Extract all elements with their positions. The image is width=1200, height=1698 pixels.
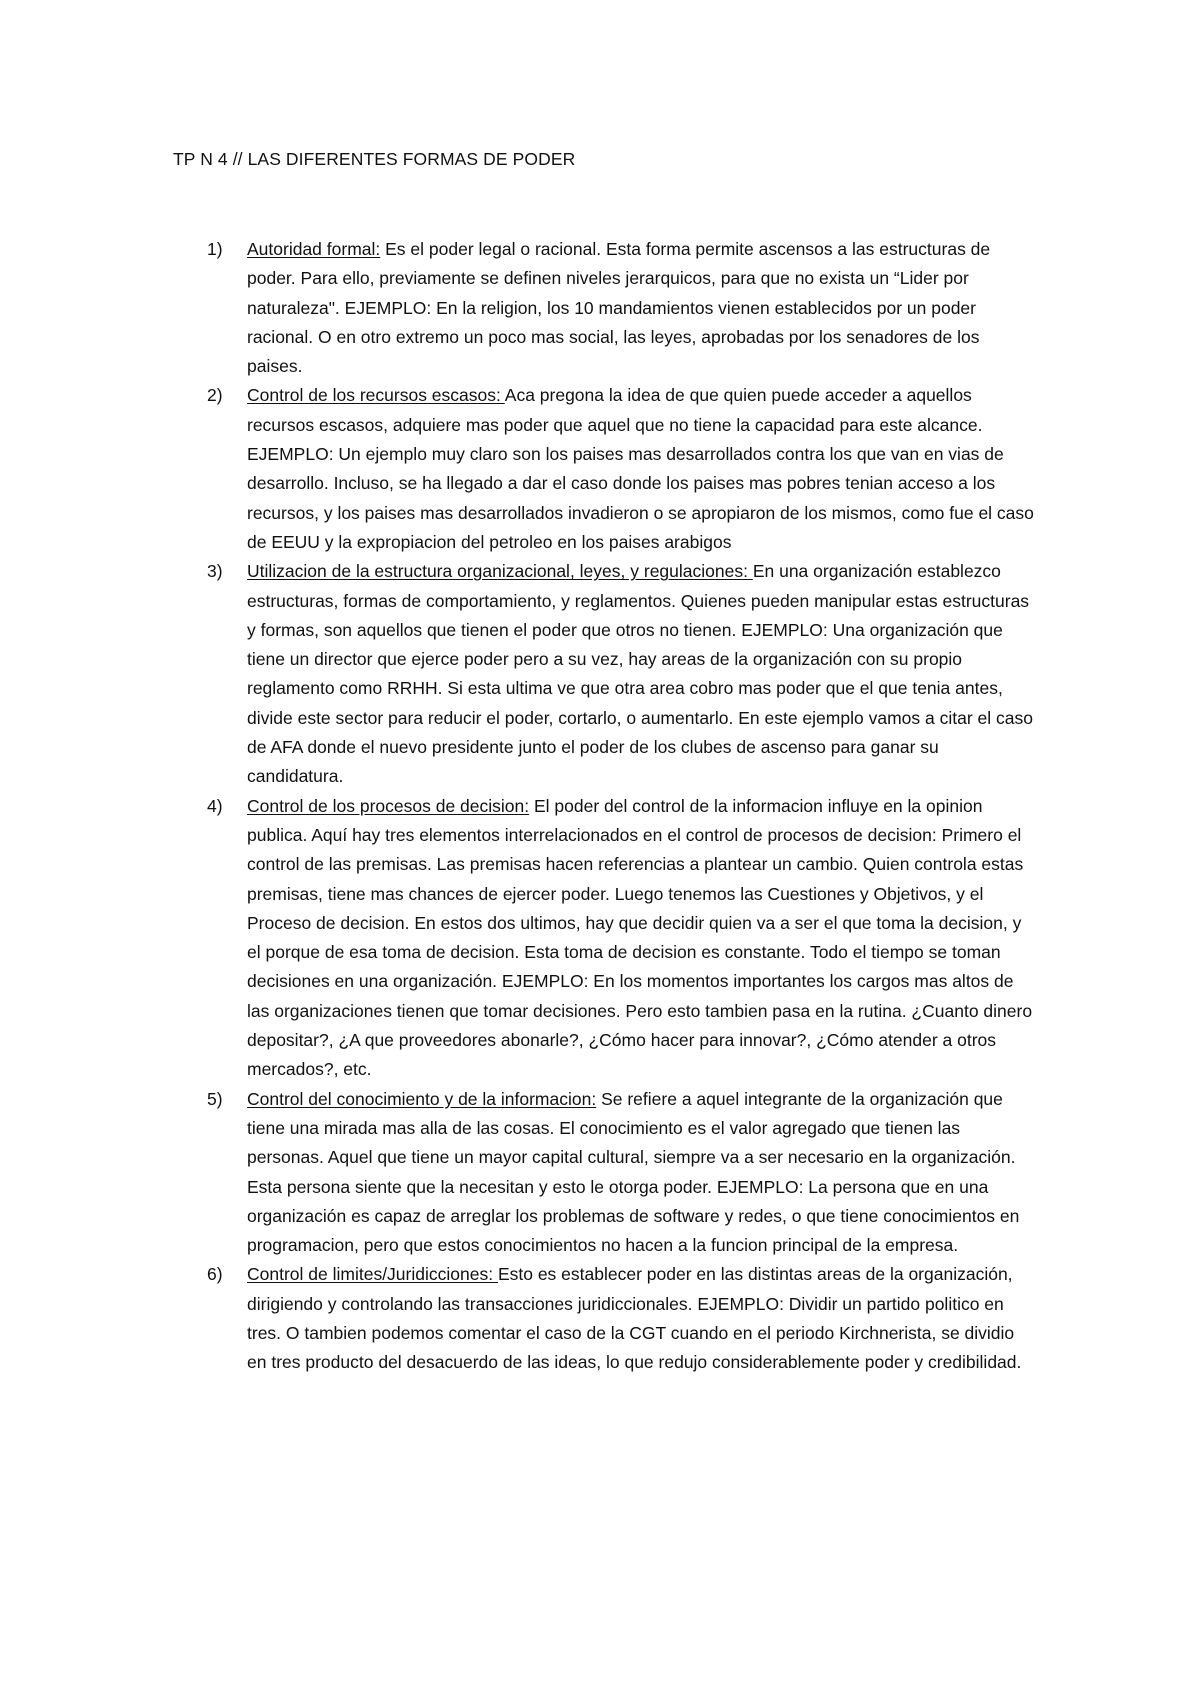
item-number: 6)	[207, 1264, 223, 1285]
item-text: El poder del control de la informacion influye en la opinion publica. Aquí hay tres elementos interrelacionados en el control de procesos de decision: Primero el control de las premisas. Las premisas hacen referencias a plantear un cambio. Quien controla estas premisas, tiene mas chances de ejercer poder. Luego tenemos las Cuestiones y Objetivos, y el Proceso de decision. En estos dos ultimos, hay que decidir quien va a ser el que toma la decision, y el porque de esa toma de decision. Esta toma de decision es constante. Todo el tiempo se toman decisiones en una organización. EJEMPLO: En los momentos importantes los cargos mas altos de las organizaciones tienen que tomar decisiones. Pero esto tambien pasa en la rutina. ¿Cuanto dinero depositar?, ¿A que proveedores abonarle?, ¿Cómo hacer para innovar?, ¿Cómo atender a otros mercados?, etc.	[247, 795, 1033, 1080]
item-heading: Control de los recursos escasos:	[247, 385, 505, 406]
list-item	[207, 557, 1037, 791]
item-heading: Control del conocimiento y de la informacion:	[247, 1088, 597, 1109]
item-heading: Utilizacion de la estructura organizacional, leyes, y regulaciones:	[247, 561, 753, 582]
numbered-list	[207, 235, 1037, 1378]
document-title: TP N 4 // LAS DIFERENTES FORMAS DE PODER	[173, 149, 576, 169]
item-text: En una organización establezco estructuras, formas de comportamiento, y reglamentos. Quienes pueden manipular estas estructuras y formas, son aquellos que tienen el poder que otros no tienen. EJEMPLO: Una organización que tiene un director que ejerce poder pero a su vez, hay areas de la organización con su propio reglamento como RRHH. Si esta ultima ve que otra area cobro mas poder que el que tenia antes, divide este sector para reducir el poder, cortarlo, o aumentarlo. En este ejemplo vamos a citar el caso de AFA donde el nuevo presidente junto el poder de los clubes de ascenso para ganar su candidatura.	[247, 561, 1033, 787]
item-heading: Control de limites/Juridicciones:	[247, 1264, 498, 1285]
list-item	[207, 1260, 1037, 1377]
list-item	[207, 1085, 1037, 1261]
item-heading: Autoridad formal:	[247, 239, 381, 259]
item-number: 2)	[207, 385, 223, 406]
item-text: Esto es establecer poder en las distintas areas de la organización, dirigiendo y controlando las transacciones juridiccionales. EJEMPLO: Dividir un partido politico en tres. O tambien podemos comentar el caso de la CGT cuando en el periodo Kirchnerista, se dividio en tres producto del desacuerdo de las ideas, lo que redujo considerablemente poder y credibilidad.	[247, 1264, 1022, 1373]
list-item	[207, 792, 1037, 1085]
item-number: 4)	[207, 795, 223, 816]
item-number: 5)	[207, 1088, 223, 1109]
item-text: Aca pregona la idea de que quien puede acceder a aquellos recursos escasos, adquiere mas poder que aquel que no tiene la capacidad para este alcance. EJEMPLO: Un ejemplo muy claro son los paises mas desarrollados contra los que van en vias de desarrollo. Incluso, se ha llegado a dar el caso donde los paises mas pobres tenian acceso a los recursos, y los paises mas desarrollados invadieron o se apropiaron de los mismos, como fue el caso de EEUU y la expropiacion del petroleo en los paises arabigos	[247, 385, 1034, 552]
item-number: 3)	[207, 561, 223, 582]
item-text: Es el poder legal o racional. Esta forma permite ascensos a las estructuras de poder. Para ello, previamente se definen niveles jerarquicos, para que no exista un “Lider por naturaleza". EJEMPLO: En la religion, los 10 mandamientos vienen establecidos por un poder racional. O en otro extremo un poco mas social, las leyes, aprobadas por los senadores de los paises.	[247, 239, 991, 377]
list-item	[207, 381, 1037, 557]
list-item	[207, 235, 1037, 381]
item-text: Se refiere a aquel integrante de la organización que tiene una mirada mas alla de las cosas. El conocimiento es el valor agregado que tienen las personas. Aquel que tiene un mayor capital cultural, siempre va a ser necesario en la organización. Esta persona siente que la necesitan y esto le otorga poder. EJEMPLO: La persona que en una organización es capaz de arreglar los problemas de software y redes, o que tiene conocimientos en programacion, pero que estos conocimientos no hacen a la funcion principal de la empresa.	[247, 1088, 1020, 1256]
item-number: 1)	[207, 239, 223, 259]
item-heading: Control de los procesos de decision:	[247, 795, 530, 816]
